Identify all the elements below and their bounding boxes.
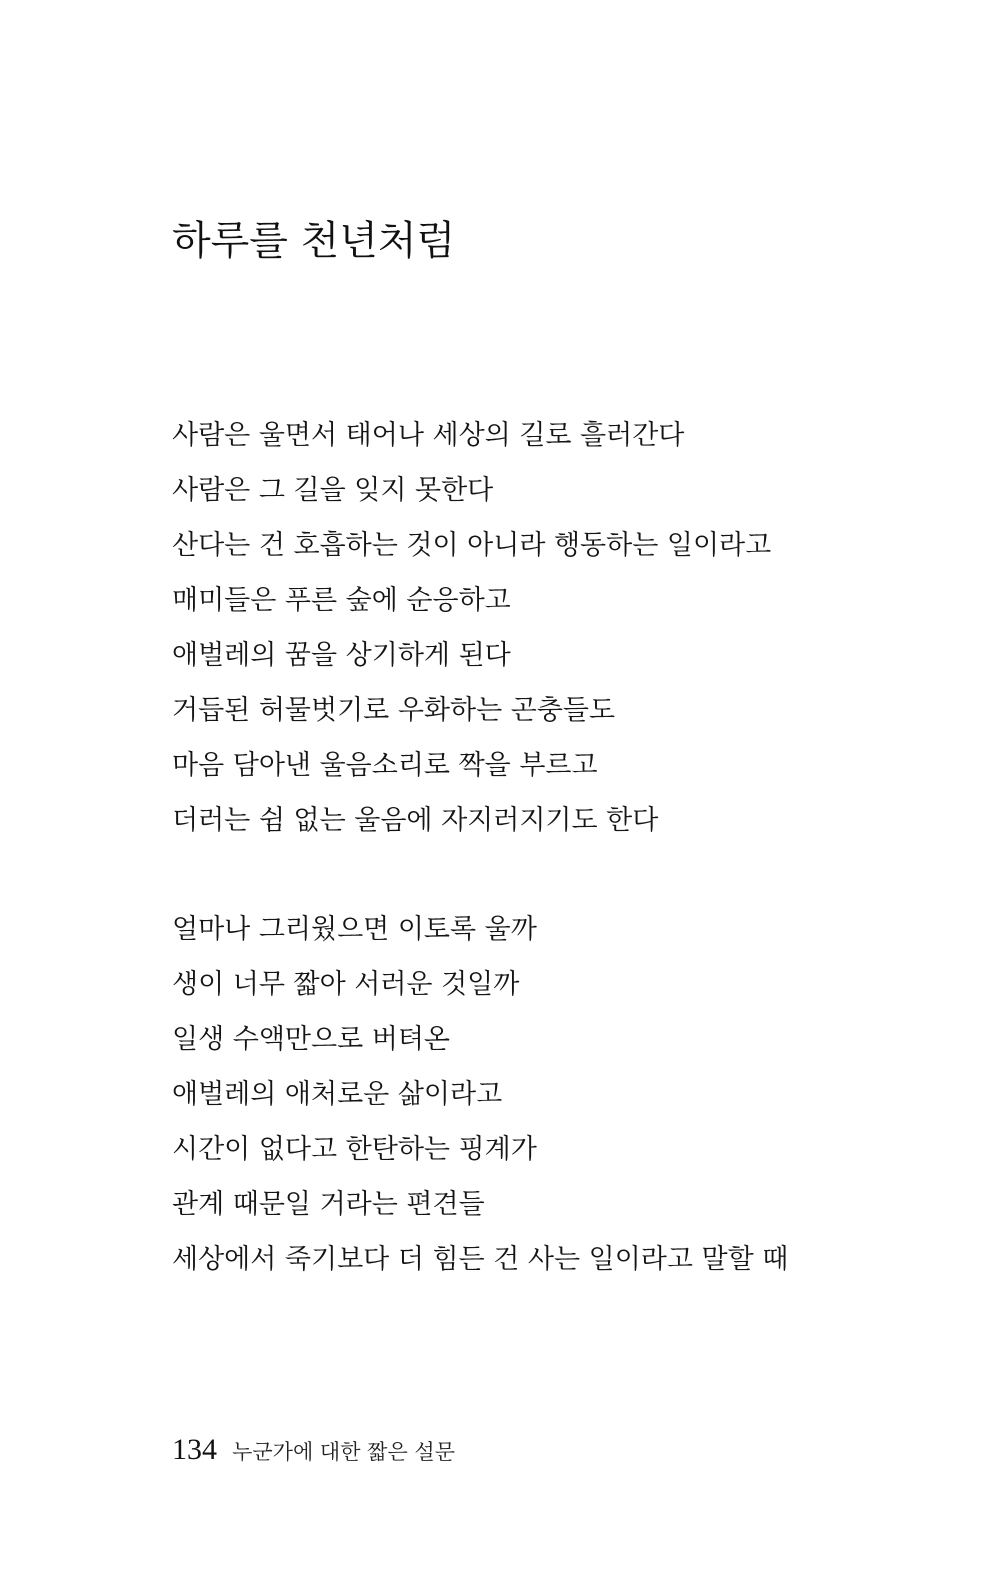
poem-line: 애벌레의 꿈을 상기하게 된다: [172, 640, 511, 671]
stanza-2: [172, 902, 788, 1287]
stanza-1: [172, 408, 771, 848]
poem-line: 일생 수액만으로 버텨온: [172, 1024, 450, 1055]
poem-line: 얼마나 그리웠으면 이토록 울까: [172, 914, 537, 945]
poem-line: 더러는 쉼 없는 울음에 자지러지기도 한다: [172, 805, 659, 836]
poem-line: 거듭된 허물벗기로 우화하는 곤충들도: [172, 695, 616, 726]
poem-line: 매미들은 푸른 숲에 순응하고: [172, 585, 511, 616]
poem-line: 시간이 없다고 한탄하는 핑계가: [172, 1134, 537, 1165]
poem-line: 산다는 건 호흡하는 것이 아니라 행동하는 일이라고: [172, 530, 772, 561]
page-number: 134: [172, 1433, 217, 1466]
poem-line: 사람은 울면서 태어나 세상의 길로 흘러간다: [172, 420, 685, 451]
page-footer: [172, 1428, 455, 1474]
poem-line: 관계 때문일 거라는 편견들: [172, 1189, 485, 1220]
poem-line: 생이 너무 짧아 서러운 것일까: [172, 969, 520, 1000]
poem-line: 세상에서 죽기보다 더 힘든 건 사는 일이라고 말할 때: [172, 1244, 789, 1275]
poem-line: 마음 담아낸 울음소리로 짝을 부르고: [172, 750, 598, 781]
poem-title: 하루를 천년처럼: [172, 217, 456, 264]
running-book-title: 누군가에 대한 짧은 설문: [232, 1440, 455, 1464]
poem-line: 애벌레의 애처로운 삶이라고: [172, 1079, 503, 1110]
poem-line: 사람은 그 길을 잊지 못한다: [172, 475, 494, 506]
